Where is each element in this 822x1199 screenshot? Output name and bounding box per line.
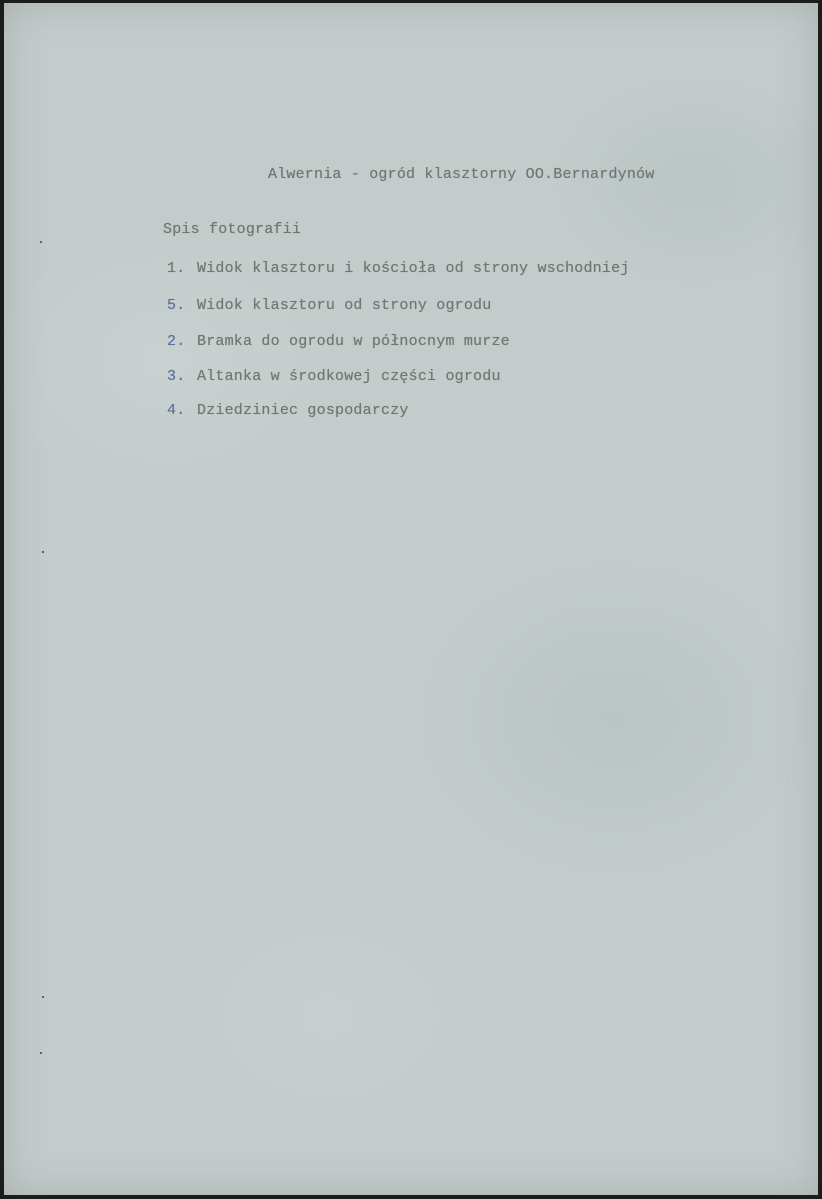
- list-item: [167, 333, 510, 350]
- list-item-number: 2.: [167, 333, 186, 350]
- list-item: [167, 260, 629, 277]
- list-item-number: 4.: [167, 402, 186, 419]
- document-page: [4, 3, 818, 1195]
- paper-speck: [40, 241, 42, 243]
- paper-speck: [42, 551, 44, 553]
- document-subtitle: Spis fotografii: [163, 221, 302, 238]
- list-item: [167, 297, 491, 314]
- list-item: [167, 402, 409, 419]
- paper-speck: [40, 1052, 42, 1054]
- list-item: [167, 368, 501, 385]
- list-item-number: 5.: [167, 297, 186, 314]
- list-item-text: Widok klasztoru od strony ogrodu: [197, 297, 492, 314]
- list-item-text: Bramka do ogrodu w północnym murze: [197, 333, 510, 350]
- paper-speck: [42, 996, 44, 998]
- list-item-number: 3.: [167, 368, 186, 385]
- list-item-text: Dziedziniec gospodarczy: [197, 402, 409, 419]
- document-title: Alwernia - ogród klasztorny OO.Bernardynów: [268, 166, 655, 183]
- list-item-text: Widok klasztoru i kościoła od strony wschodniej: [197, 260, 630, 277]
- list-item-number: 1.: [167, 260, 186, 277]
- list-item-text: Altanka w środkowej części ogrodu: [197, 368, 501, 385]
